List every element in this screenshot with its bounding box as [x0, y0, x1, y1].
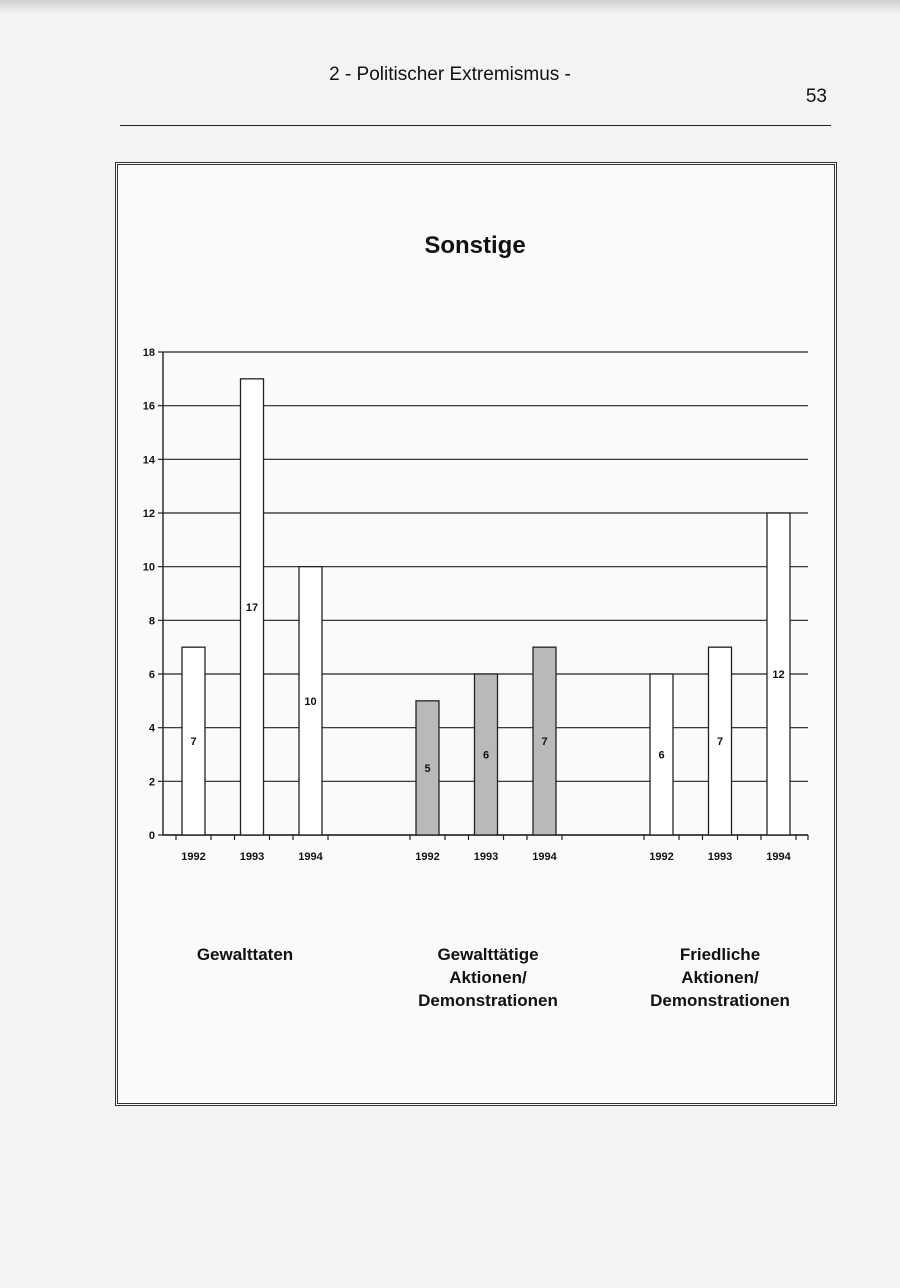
- group-label-line: Demonstrationen: [650, 991, 790, 1010]
- chart-title: Sonstige: [424, 232, 526, 259]
- bar-value-label: 6: [658, 749, 665, 762]
- x-tick-label: 1994: [298, 851, 323, 863]
- y-tick-label: 18: [142, 347, 155, 359]
- x-tick-label: 1994: [766, 851, 791, 863]
- x-tick-label: 1992: [415, 851, 440, 863]
- bar-value-label: 10: [304, 695, 317, 708]
- group-label: [378, 943, 598, 1012]
- group-label-line: Aktionen/: [449, 968, 527, 987]
- x-tick-label: 1993: [239, 851, 265, 863]
- bar-value-label: 5: [424, 762, 431, 775]
- group-label-line: Friedliche: [679, 945, 761, 964]
- y-tick-label: 6: [148, 669, 155, 681]
- y-tick-label: 10: [142, 561, 155, 574]
- x-tick-label: 1992: [181, 851, 206, 863]
- y-tick-label: 2: [148, 776, 155, 789]
- x-tick-label: 1994: [532, 851, 557, 863]
- y-tick-label: 16: [142, 400, 155, 413]
- group-label: [135, 943, 355, 966]
- group-label-line: Gewalttätige: [437, 945, 539, 964]
- y-tick-label: 12: [142, 508, 155, 520]
- group-label-line: Gewalttaten: [196, 945, 294, 964]
- x-tick-label: 1992: [649, 851, 674, 863]
- x-tick-label: 1993: [707, 851, 733, 863]
- bar-value-label: 17: [245, 601, 259, 614]
- page-number: 53: [805, 86, 827, 107]
- bar-value-label: 7: [190, 736, 197, 749]
- group-label: [610, 943, 830, 1012]
- bar-value-label: 7: [716, 736, 724, 749]
- y-tick-label: 14: [142, 454, 155, 467]
- y-tick-label: 0: [148, 830, 155, 842]
- y-tick-label: 8: [148, 615, 155, 628]
- bar-value-label: 7: [541, 736, 548, 749]
- bar-value-label: 12: [772, 669, 785, 681]
- header-title: 2 - Politischer Extremismus -: [329, 64, 571, 85]
- group-label-line: Aktionen/: [681, 968, 759, 987]
- y-tick-label: 4: [148, 722, 155, 735]
- group-label-line: Demonstrationen: [418, 991, 558, 1010]
- x-tick-label: 1993: [473, 851, 499, 863]
- bar-value-label: 6: [482, 749, 490, 762]
